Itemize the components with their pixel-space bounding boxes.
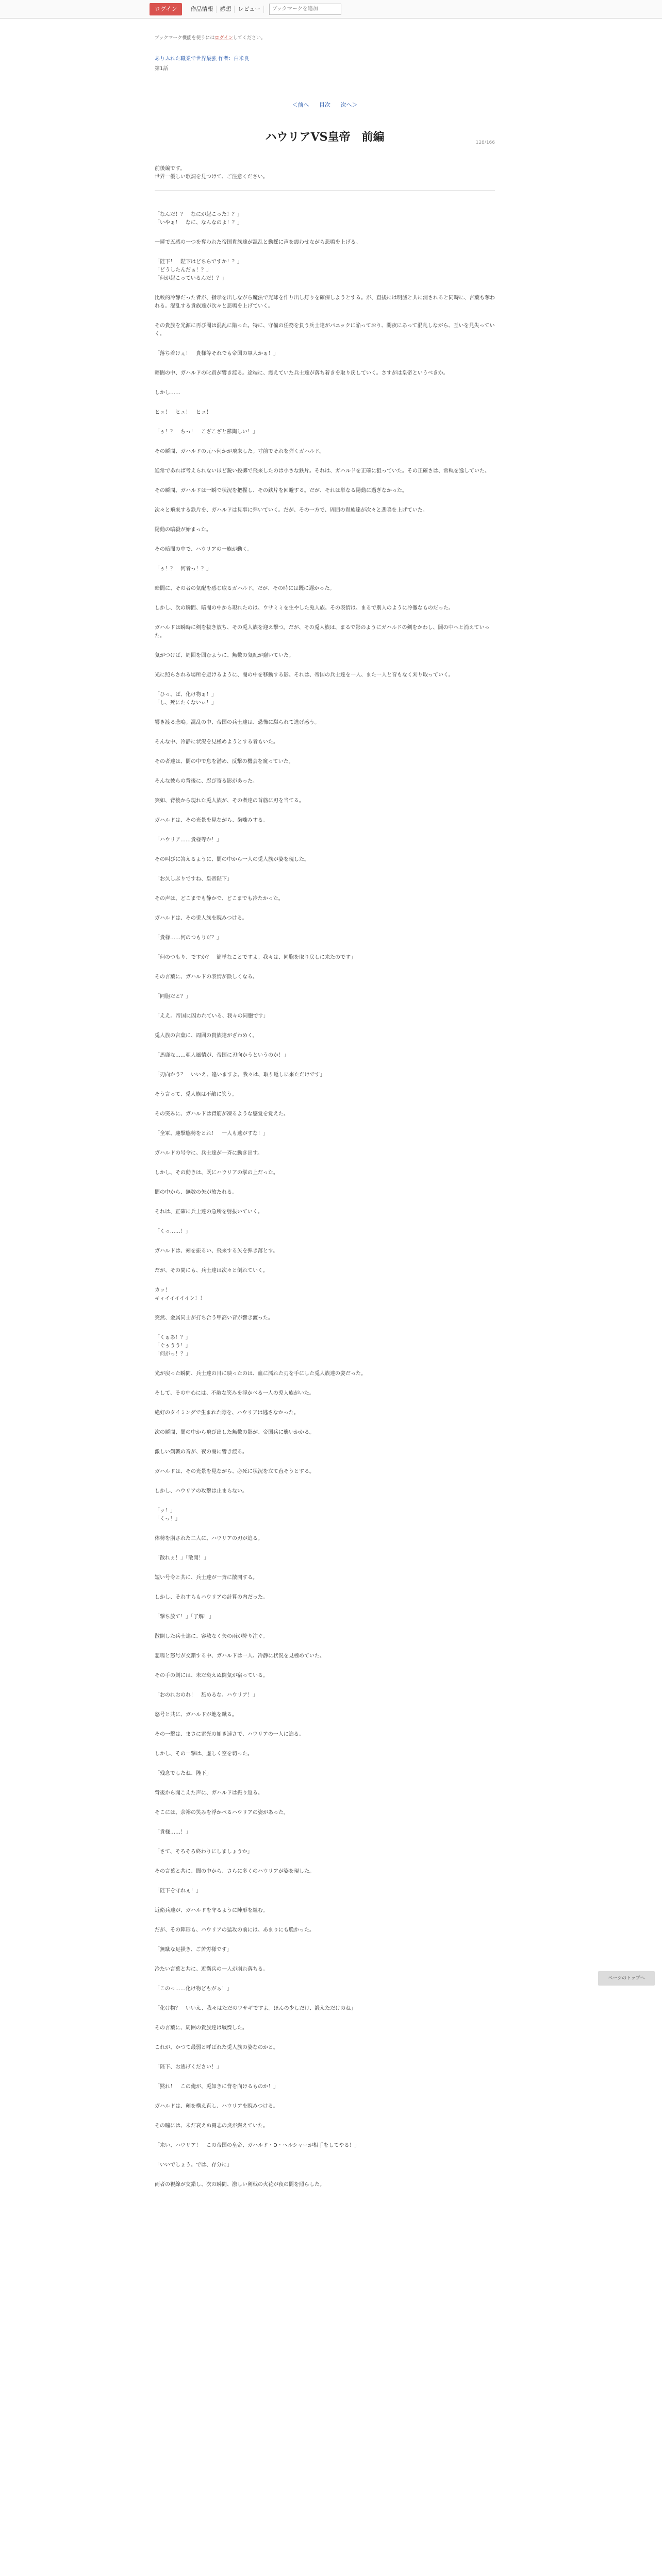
body-paragraph: ヒュ！ ヒュ！ ヒュ！: [155, 410, 211, 415]
chapter-pager: [155, 100, 495, 109]
body-paragraph: そう言って、兎人族は不敵に笑う。: [155, 1092, 237, 1097]
body-paragraph: 暗闇の中、ガハルドの叱責が響き渡る。途端に、震えていた兵士達が落ち着きを取り戻していく。さすがは皇帝というべきか。: [155, 370, 449, 376]
nav-item-reviews[interactable]: レビュー: [235, 6, 264, 13]
body-paragraph: 兎人族の言葉に、周囲の貴族達がざわめく。: [155, 1033, 258, 1039]
body-paragraph: 散開した兵士達に、容赦なく矢の雨が降り注ぐ。: [155, 1634, 268, 1639]
body-paragraph: その言葉と共に、闇の中から、さらに多くのハウリアが姿を現した。: [155, 1869, 315, 1874]
chapter-body: [155, 211, 495, 2189]
body-paragraph: ガハルドの号令に、兵士達が一斉に動き出す。: [155, 1150, 263, 1156]
body-paragraph: 「馬鹿な……亜人風情が、帝国に刃向かうというのか！」: [155, 1053, 289, 1058]
body-paragraph: 「散れぇ！」「散開！」: [155, 1555, 209, 1561]
body-paragraph: 「ッ！」 「くっ！」: [155, 1508, 180, 1522]
body-paragraph: 「おのれおのれ！ 舐めるな、ハウリア！」: [155, 1692, 258, 1698]
bookmark-notice-suffix: してください。: [233, 36, 266, 41]
body-paragraph: 「残念でしたね、陛下」: [155, 1771, 211, 1776]
index-link[interactable]: 目次: [319, 101, 330, 108]
body-paragraph: 「黙れ！ この俺が、兎如きに背を向けるものか！」: [155, 2084, 278, 2090]
body-paragraph: 「貴様……何のつもりだ？」: [155, 935, 222, 941]
body-paragraph: 気がつけば、周囲を囲むように、無数の気配が蠢いていた。: [155, 653, 294, 658]
prev-chapter-link[interactable]: ＜前へ: [292, 101, 309, 108]
body-paragraph: 「くっ……！」: [155, 1229, 191, 1234]
body-paragraph: 次々と飛来する鉄片を、ガハルドは見事に弾いていく。だが、その一方で、周囲の貴族達が次々と悲鳴を上げていた。: [155, 507, 428, 513]
body-paragraph: しかし、それすらもハウリアの計算の内だった。: [155, 1595, 268, 1600]
body-paragraph: 「くぁあ！？」 「ぐぅうう！」 「何がっ！？」: [155, 1335, 191, 1357]
nav-item-info[interactable]: 作品情報: [187, 6, 217, 13]
body-paragraph: その声は、どこまでも静かで、どこまでも冷たかった。: [155, 896, 284, 902]
body-paragraph: 「お久しぶりですね、皇帝陛下」: [155, 876, 232, 882]
body-paragraph: そんな彼らの背後に、忍び寄る影があった。: [155, 778, 258, 784]
body-paragraph: そして、その中心には、不敵な笑みを浮かべる一人の兎人族がいた。: [155, 1391, 315, 1396]
body-paragraph: 突如、背後から現れた兎人族が、その者達の首筋に刃を当てる。: [155, 798, 304, 804]
body-paragraph: 響き渡る悲鳴。混乱の中、帝国の兵士達は、恐怖に駆られて逃げ惑う。: [155, 720, 320, 725]
body-paragraph: 次の瞬間、闇の中から飛び出した無数の影が、帝国兵に襲いかかる。: [155, 1430, 315, 1435]
body-paragraph: その瞬間、ガハルドは一瞬で状況を把握し、その鉄片を回避する。だが、それは単なる陽動に過ぎなかった。: [155, 488, 407, 494]
body-paragraph: しかし……: [155, 390, 180, 396]
body-paragraph: 暗闇に、その者の気配を感じ取るガハルド。だが、その時には既に遅かった。: [155, 586, 335, 591]
body-paragraph: 両者の視線が交錯し、次の瞬間、激しい剣戟の火花が夜の闇を照らした。: [155, 2182, 325, 2188]
body-paragraph: 「このっ……化け物どもがぁ！」: [155, 1986, 232, 1992]
body-paragraph: ガハルドは、剣を構え直し、ハウリアを睨みつける。: [155, 2104, 278, 2109]
body-paragraph: 「いいでしょう。では、存分に」: [155, 2162, 232, 2168]
body-paragraph: その瞳には、未だ衰えぬ闘志の炎が燃えていた。: [155, 2123, 268, 2129]
body-paragraph: 「何のつもり、ですか？ 簡単なことですよ。我々は、同胞を取り戻しに来たのです」: [155, 955, 356, 960]
body-paragraph: しかし、その動きは、既にハウリアの掌の上だった。: [155, 1170, 278, 1176]
body-paragraph: 「ぅ！？ 何者っ！？」: [155, 566, 211, 572]
body-paragraph: 「陛下、お逃げください！」: [155, 2064, 222, 2070]
body-paragraph: 比較的冷静だった者が、指示を出しながら魔法で光球を作り出し灯りを確保しようとする。が、直後には明滅と共に消されると同時に、言葉も奪われる。混乱する貴族達が次々と悲鳴を上げていく。: [155, 295, 495, 309]
nav-item-impressions[interactable]: 感想: [217, 6, 235, 13]
novel-content-wrapper: [155, 34, 495, 2189]
body-paragraph: しかし、その一撃は、虚しく空を切った。: [155, 1751, 253, 1757]
body-paragraph: 光に照らされる場所を避けるように、闇の中を移動する影。それは、帝国の兵士達を一人、また一人と音もなく刈り取っていく。: [155, 672, 454, 678]
body-paragraph: ガハルドは、その光景を見ながら、歯噛みする。: [155, 818, 268, 823]
body-paragraph: 「貴様……！」: [155, 1829, 191, 1835]
author-label: 作者：: [218, 56, 234, 62]
author-link[interactable]: 白米良: [234, 56, 250, 62]
body-paragraph: 「無駄な足掻き、ご苦労様です」: [155, 1947, 232, 1953]
body-paragraph: その貴族を光源に再び闇は混乱に陥った。特に、守備の任務を負う兵士達がパニックに陥っており、闇夜にあって混乱しながら、互いを見失っていく。: [155, 323, 495, 337]
body-paragraph: 「同胞だと？」: [155, 994, 191, 999]
body-paragraph: その叫びに答えるように、闇の中から一人の兎人族が姿を現した。: [155, 857, 309, 862]
body-paragraph: その暗闇の中で、ハウリアの一族が動く。: [155, 547, 253, 552]
body-paragraph: その言葉に、ガハルドの表情が険しくなる。: [155, 974, 258, 980]
body-paragraph: 一瞬で五感の一つを奪われた帝国貴族達が混乱と動揺に声を震わせながら悲鳴を上げる。: [155, 240, 361, 245]
body-paragraph: 悲鳴と怒号が交錯する中、ガハルドは一人、冷静に状況を見極めていた。: [155, 1653, 325, 1659]
body-paragraph: 「ぅ！？ ちっ！ こざこざと鬱陶しい！」: [155, 429, 258, 435]
body-paragraph: 背後から聞こえた声に、ガハルドは振り返る。: [155, 1790, 263, 1796]
body-paragraph: 体勢を崩された二人に、ハウリアの刃が迫る。: [155, 1536, 263, 1541]
page-count: 128/166: [475, 140, 495, 145]
body-paragraph: 「来い、ハウリア！ この帝国の皇帝、ガハルド・D・ヘルシャーが相手をしてやる！」: [155, 2143, 360, 2148]
body-paragraph: 突然、金属同士が打ち合う甲高い音が響き渡った。: [155, 1315, 273, 1321]
chapter-title: ハウリアVS皇帝 前編: [265, 130, 385, 144]
body-paragraph: 短い号令と共に、兵士達が一斉に散開する。: [155, 1575, 258, 1581]
body-paragraph: 「化け物？ いいえ、我々はただのウサギですよ。ほんの少しだけ、鍛えただけのね」: [155, 2006, 356, 2011]
body-paragraph: 通常であれば考えられないほど鋭い投擲で飛来したのは小さな鉄片。それは、ガハルドを正確に狙っていた。その正確さは、常軌を逸していた。: [155, 468, 490, 474]
body-paragraph: ガハルドは、その兎人族を睨みつける。: [155, 916, 247, 921]
body-paragraph: その者達は、闇の中で息を潜め、反撃の機会を窺っていた。: [155, 759, 294, 765]
body-paragraph: 近衛兵達が、ガハルドを守るように陣形を組む。: [155, 1908, 268, 1913]
body-paragraph: ガハルドは瞬時に剣を抜き放ち、その兎人族を迎え撃つ。だが、その兎人族は、まるで影のようにガハルドの剣をかわし、闇の中へと消えていった。: [155, 625, 490, 639]
body-paragraph: そんな中、冷静に状況を見極めようとする者もいた。: [155, 739, 278, 745]
body-paragraph: 「ハウリア……貴様等か！」: [155, 837, 222, 843]
body-paragraph: だが、その陣形も、ハウリアの猛攻の前には、あまりにも脆かった。: [155, 1927, 315, 1933]
body-paragraph: 「落ち着けぇ！ 貴様等それでも帝国の軍人かぁ！」: [155, 351, 278, 357]
bookmark-add-input[interactable]: [269, 4, 341, 15]
body-paragraph: しかし、ハウリアの攻撃は止まらない。: [155, 1488, 247, 1494]
body-paragraph: 「さて、そろそろ終わりにしましょうか」: [155, 1849, 253, 1855]
body-paragraph: 激しい剣戟の音が、夜の闇に響き渡る。: [155, 1449, 247, 1455]
body-paragraph: 「撃ち放て！」「了解！」: [155, 1614, 214, 1620]
bookmark-notice: [155, 34, 495, 41]
body-paragraph: それは、正確に兵士達の急所を射抜いていく。: [155, 1209, 263, 1215]
next-chapter-link[interactable]: 次へ＞: [340, 101, 358, 108]
body-paragraph: だが、その間にも、兵士達は次々と倒れていく。: [155, 1268, 268, 1274]
chapter-preface: 前後編です。 世界一優しい歌詞を見つけて、ご注意ください。: [155, 166, 268, 180]
body-paragraph: 「陛下！ 陛下はどちらですか！？」 「どうしたんだぁ！？」 「何が起こっているんだ！？」: [155, 259, 242, 281]
body-paragraph: 光が戻った瞬間、兵士達の目に映ったのは、血に濡れた刃を手にした兎人族達の姿だった。: [155, 1371, 366, 1377]
body-paragraph: しかし、次の瞬間、暗闇の中から現れたのは、ウサミミを生やした兎人族。その表情は、まるで別人のように冷徹なものだった。: [155, 605, 454, 611]
bookmark-login-link[interactable]: ログイン: [214, 36, 233, 41]
body-paragraph: その瞬間、ガハルドの元へ何かが飛来した。寸前でそれを弾くガハルド。: [155, 449, 325, 454]
body-paragraph: 「ひっ、ば、化け物ぁ！」 「し、死にたくないぃ！」: [155, 692, 217, 706]
body-paragraph: その一撃は、まさに雷光の如き速さで、ハウリアの一人に迫る。: [155, 1732, 304, 1737]
body-paragraph: その笑みに、ガハルドは背筋が凍るような感覚を覚えた。: [155, 1111, 289, 1117]
body-paragraph: ガハルドは、剣を振るい、飛来する矢を弾き落とす。: [155, 1248, 278, 1254]
body-paragraph: 「なんだ！？ なにが起こった！？」 「いやぁ！ なに、なんなのよ！？」: [155, 212, 242, 226]
login-button[interactable]: ログイン: [150, 3, 182, 15]
body-paragraph: 「陛下を守れぇ！」: [155, 1888, 201, 1894]
body-paragraph: 絶好のタイミングで生まれた隙を、ハウリアは逃さなかった。: [155, 1410, 299, 1416]
body-paragraph: そこには、余裕の笑みを浮かべるハウリアの姿があった。: [155, 1810, 289, 1816]
body-paragraph: その手の剣には、未だ衰えぬ闘気が宿っている。: [155, 1673, 268, 1679]
series-title-link[interactable]: ありふれた職業で世界最強: [155, 56, 217, 62]
body-paragraph: 怒号と共に、ガハルドが地を蹴る。: [155, 1712, 237, 1718]
body-paragraph: 陽動の暗殺が始まった。: [155, 527, 211, 533]
body-paragraph: 「刃向かう？ いいえ、違いますよ。我々は、取り返しに来ただけです」: [155, 1072, 325, 1078]
body-paragraph: これが、かつて最弱と呼ばれた兎人族の姿なのかと。: [155, 2045, 278, 2050]
top-navigation-bar: [0, 0, 662, 19]
body-paragraph: 冷たい言葉と共に、近衛兵の一人が崩れ落ちる。: [155, 1967, 268, 1972]
chapter-number: 第1話: [155, 66, 169, 72]
body-paragraph: 「ええ。帝国に囚われている、我々の同胞です」: [155, 1013, 269, 1019]
body-paragraph: その言葉に、周囲の貴族達は戦慄した。: [155, 2025, 247, 2031]
page-top-button[interactable]: ページのトップへ: [598, 1971, 655, 1986]
body-paragraph: ガハルドは、その光景を見ながら、必死に状況を立て直そうとする。: [155, 1469, 315, 1475]
bookmark-notice-text: ブックマーク機能を使うには: [155, 36, 215, 41]
body-paragraph: 「全軍、迎撃態勢をとれ！ 一人も逃がすな！」: [155, 1131, 268, 1137]
series-info: [155, 54, 495, 62]
body-paragraph: カッ！ キィイイイイイン！！: [155, 1287, 205, 1301]
body-paragraph: 闇の中から、無数の矢が放たれる。: [155, 1190, 237, 1195]
